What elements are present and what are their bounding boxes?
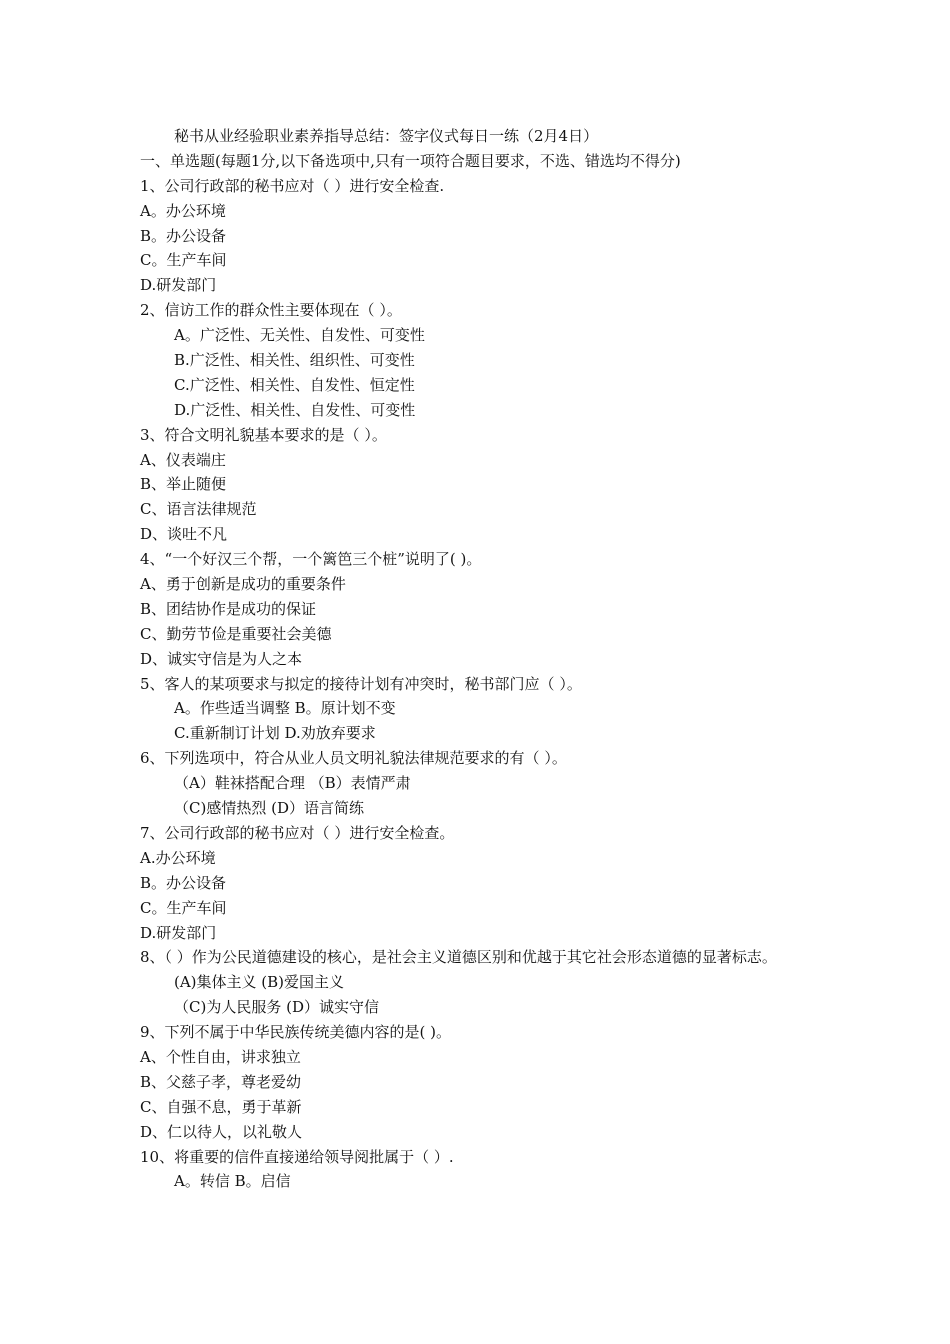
section-heading: 一、单选题(每题1分,以下备选项中,只有一项符合题目要求，不选、错选均不得分) xyxy=(140,151,681,170)
question-7-option-d: D.研发部门 xyxy=(140,923,217,942)
question-10-stem: 10、将重要的信件直接递给领导阅批属于（ ）. xyxy=(140,1147,454,1166)
question-1-option-b: B。办公设备 xyxy=(140,226,227,245)
question-6-stem: 6、下列选项中，符合从业人员文明礼貌法律规范要求的有（ ）。 xyxy=(140,749,567,768)
question-3-option-d: D、谈吐不凡 xyxy=(140,525,228,544)
question-1-option-d: D.研发部门 xyxy=(140,276,217,295)
question-4-option-c: C、勤劳节俭是重要社会美德 xyxy=(140,624,332,643)
question-9-option-d: D、仁以待人，以礼敬人 xyxy=(140,1122,303,1141)
question-5-options-cd: C.重新制订计划 D.劝放弃要求 xyxy=(174,724,376,743)
question-8-options-ab: (A)集体主义 (B)爱国主义 xyxy=(174,973,345,992)
question-7-option-a: A.办公环境 xyxy=(140,848,216,867)
question-2-option-d: D.广泛性、相关性、自发性、可变性 xyxy=(174,400,416,419)
question-10-options-ab: A。转信 B。启信 xyxy=(174,1172,291,1191)
question-2-option-b: B.广泛性、相关性、组织性、可变性 xyxy=(174,351,415,370)
question-3-option-b: B、举止随便 xyxy=(140,475,227,494)
question-8-options-cd: （C)为人民服务 (D）诚实守信 xyxy=(174,998,379,1017)
question-7-stem: 7、公司行政部的秘书应对（ ）进行安全检查。 xyxy=(140,823,455,842)
document-content xyxy=(140,124,820,1194)
question-2-stem: 2、信访工作的群众性主要体现在（ ）。 xyxy=(140,301,402,320)
question-5-options-ab: A。作些适当调整 B。原计划不变 xyxy=(174,699,396,718)
question-1-option-a: A。办公环境 xyxy=(140,201,226,220)
document-title: 秘书从业经验职业素养指导总结：签字仪式每日一练（2月4日） xyxy=(174,127,599,145)
question-1-option-c: C。生产车间 xyxy=(140,251,227,270)
question-3-stem: 3、符合文明礼貌基本要求的是（ ）。 xyxy=(140,425,387,444)
question-4-option-a: A、勇于创新是成功的重要条件 xyxy=(140,575,346,594)
question-3-option-a: A、仪表端庄 xyxy=(140,450,226,469)
question-7-option-b: B。办公设备 xyxy=(140,873,227,892)
question-6-options-ab: （A）鞋袜搭配合理 （B）表情严肃 xyxy=(174,774,411,793)
question-4-stem: 4、“一个好汉三个帮，一个篱笆三个桩”说明了( )。 xyxy=(140,550,482,569)
question-2-option-c: C.广泛性、相关性、自发性、恒定性 xyxy=(174,375,415,394)
question-9-option-a: A、个性自由，讲求独立 xyxy=(140,1047,301,1066)
question-9-stem: 9、下列不属于中华民族传统美德内容的是( )。 xyxy=(140,1023,452,1042)
question-4-option-b: B、团结协作是成功的保证 xyxy=(140,599,317,618)
question-8-stem: 8、（ ）作为公民道德建设的核心，是社会主义道德区别和优越于其它社会形态道德的显著标志。 xyxy=(140,948,777,967)
question-6-options-cd: （C)感情热烈 (D）语言简练 xyxy=(174,799,364,818)
question-3-option-c: C、语言法律规范 xyxy=(140,500,257,519)
question-9-option-c: C、自强不息，勇于革新 xyxy=(140,1097,302,1116)
question-7-option-c: C。生产车间 xyxy=(140,898,227,917)
question-9-option-b: B、父慈子孝，尊老爱幼 xyxy=(140,1072,302,1091)
question-2-option-a: A。广泛性、无关性、自发性、可变性 xyxy=(174,326,425,345)
question-1-stem: 1、公司行政部的秘书应对（ ）进行安全检查. xyxy=(140,176,445,195)
question-5-stem: 5、客人的某项要求与拟定的接待计划有冲突时，秘书部门应（ ）。 xyxy=(140,674,582,693)
question-4-option-d: D、诚实守信是为人之本 xyxy=(140,649,303,668)
